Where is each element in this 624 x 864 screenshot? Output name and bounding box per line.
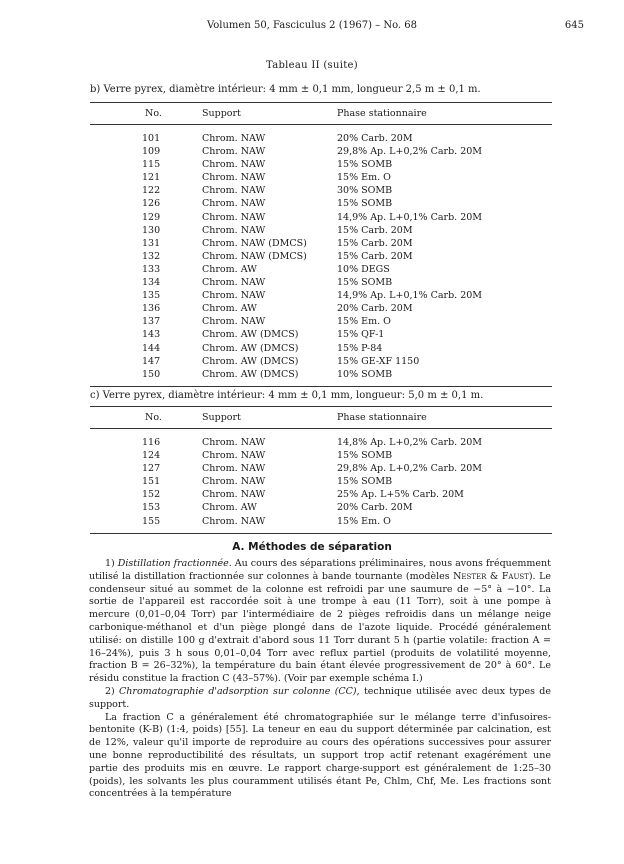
paragraph-heading: Chromatographie d'adsorption sur colonne (CC)	[119, 685, 357, 697]
table-row	[90, 368, 552, 387]
table-title: Tableau II (suite)	[266, 60, 358, 71]
table-row	[90, 449, 552, 462]
cell-no: 143	[142, 329, 161, 341]
cell-support: Chrom. NAW	[202, 277, 266, 289]
table-row	[90, 145, 552, 158]
table-row	[90, 158, 552, 171]
cell-no: 133	[142, 263, 161, 275]
cell-phase: 29,8% Ap. L+0,2% Carb. 20M	[337, 463, 483, 475]
table-row	[90, 125, 552, 146]
cell-support: Chrom. NAW (DMCS)	[202, 250, 307, 262]
cell-phase: 14,9% Ap. L+0,1% Carb. 20M	[337, 290, 483, 302]
section-title: A. Méthodes de séparation	[232, 541, 392, 553]
paragraph-text: Au cours des séparations préliminaires, nous avons fréquemment utilisé la distillation fractionnée sur colonnes à bande tournante (modèles	[89, 558, 551, 582]
table-row	[90, 263, 552, 276]
table-row	[90, 475, 552, 488]
cell-support: Chrom. NAW	[202, 146, 266, 158]
cell-support: Chrom. NAW	[202, 450, 266, 462]
cell-no: 131	[142, 237, 161, 249]
paragraph-number: 1)	[105, 558, 118, 569]
cell-support: Chrom. AW (DMCS)	[202, 329, 299, 341]
column-header-no: No.	[90, 407, 202, 429]
cell-phase: 20% Carb. 20M	[337, 502, 413, 514]
table-row	[90, 315, 552, 328]
cell-support: Chrom. NAW	[202, 515, 266, 527]
cell-no: 121	[142, 172, 161, 184]
cell-no: 144	[142, 342, 161, 354]
table-c	[90, 406, 552, 534]
cell-phase: 15% QF-1	[337, 329, 385, 341]
cell-support: Chrom. AW	[202, 303, 257, 315]
table-row	[90, 501, 552, 514]
running-header	[0, 20, 624, 36]
cell-support: Chrom. NAW	[202, 159, 266, 171]
cell-no: 116	[142, 437, 161, 448]
cell-support: Chrom. NAW	[202, 133, 266, 144]
cell-no: 126	[142, 198, 161, 210]
cell-no: 127	[142, 463, 161, 475]
paragraph-text: ). Le condenseur situé au sommet de la colonne est refroidi par une saumure de −5° à −10°. La sortie de l'appareil est raccordée soit à une trompe à eau (11 Torr), soit à une pompe à mercure (0,01–0,04 Torr) par l'intermédiaire de 2 pièges refroidis dans un mélange neige carbonique-méthanol et d'un piège plongé dans de l'azote liquide. Procédé généralement utilisé: on distille 100 g d'extrait d'abord sous 11 Torr durant 5 h (partie volatile: fraction A = 16–24%), puis 3 h sous 0,01–0,04 Torr avec reflux partiel (produits de volatilité moyenne, fraction B = 26–32%), la température du bain étant élevée progressivement de 20° à 60°. Le résidu constitue la fraction C (43–57%). (Voir par exemple schéma I.)	[89, 570, 551, 685]
table-row	[90, 184, 552, 197]
cell-no: 130	[142, 224, 161, 236]
table-b-caption: b) Verre pyrex, diamètre intérieur: 4 mm ± 0,1 mm, longueur 2,5 m ± 0,1 m.	[90, 84, 481, 95]
table-row	[90, 289, 552, 302]
paragraph-text: , technique utilisée avec deux types de support.	[89, 685, 551, 710]
table-row	[90, 276, 552, 289]
table-row	[90, 515, 552, 534]
table-row	[90, 302, 552, 315]
cell-support: Chrom. NAW (DMCS)	[202, 237, 307, 249]
cell-phase: 15% Carb. 20M	[337, 224, 413, 236]
cell-support: Chrom. AW	[202, 502, 257, 514]
running-title: Volumen 50, Fasciculus 2 (1967) – No. 68	[206, 20, 418, 31]
table-header-row	[90, 407, 552, 429]
table-row	[90, 250, 552, 263]
cell-phase: 15% P-84	[337, 342, 383, 354]
cell-no: 152	[142, 489, 161, 501]
cell-phase: 15% SOMB	[337, 159, 393, 171]
table-row	[90, 224, 552, 237]
cell-phase: 25% Ap. L+5% Carb. 20M	[337, 489, 464, 501]
column-header-phase: Phase stationnaire	[337, 407, 552, 429]
paragraph-number: 2)	[105, 685, 120, 697]
page-number: 645	[564, 20, 584, 31]
table-row	[90, 462, 552, 475]
author-names: Nester & Faust	[453, 570, 529, 582]
cell-support: Chrom. NAW	[202, 476, 266, 488]
cell-support: Chrom. NAW	[202, 185, 266, 197]
cell-phase: 15% Carb. 20M	[337, 237, 413, 249]
table-b	[90, 102, 552, 387]
cell-no: 153	[142, 502, 161, 514]
table-row	[90, 355, 552, 368]
cell-no: 124	[142, 450, 161, 462]
cell-phase: 14,9% Ap. L+0,1% Carb. 20M	[337, 211, 483, 223]
cell-phase: 15% GE-XF 1150	[337, 355, 420, 367]
cell-phase: 30% SOMB	[337, 185, 393, 197]
cell-support: Chrom. NAW	[202, 198, 266, 210]
column-header-support: Support	[202, 407, 337, 429]
cell-support: Chrom. NAW	[202, 172, 266, 184]
cell-no: 150	[142, 368, 161, 380]
cell-no: 137	[142, 316, 161, 328]
cell-no: 115	[142, 159, 161, 171]
paragraph-distillation	[89, 558, 551, 686]
table-row	[90, 211, 552, 224]
paragraph-chromatography	[89, 686, 551, 712]
cell-support: Chrom. NAW	[202, 437, 266, 448]
cell-phase: 20% Carb. 20M	[337, 133, 413, 144]
table-row	[90, 488, 552, 501]
table-row	[90, 237, 552, 250]
cell-phase: 15% SOMB	[337, 476, 393, 488]
cell-no: 151	[142, 476, 161, 488]
paragraph-heading: Distillation fractionnée.	[117, 558, 232, 569]
cell-no: 147	[142, 355, 161, 367]
cell-support: Chrom. AW (DMCS)	[202, 368, 299, 380]
cell-no: 101	[142, 133, 161, 144]
cell-phase: 10% DEGS	[337, 263, 390, 275]
cell-support: Chrom. NAW	[202, 224, 266, 236]
cell-support: Chrom. AW (DMCS)	[202, 342, 299, 354]
column-header-support: Support	[202, 103, 337, 125]
cell-phase: 10% SOMB	[337, 368, 393, 380]
cell-no: 136	[142, 303, 161, 315]
cell-phase: 15% Em. O	[337, 316, 391, 328]
cell-support: Chrom. AW	[202, 263, 257, 275]
cell-phase: 15% Carb. 20M	[337, 250, 413, 262]
cell-phase: 15% SOMB	[337, 277, 393, 289]
paragraph-fraction-c: La fraction C a généralement été chromatographiée sur le mélange terre d'infusoires-bentonite (K-B) (1:4, poids) [55]. La teneur en eau du support déterminée par calcination, est de 12%, valeur qu'il importe de reproduire au cours des opérations successives pour assurer une bonne reproductibilité des résultats, un support trop actif retenant exagérément une partie des produits mis en œuvre. Le rapport charge-support est généralement de 1:25–30 (poids), les solvants les plus couramment utilisés étant Pe, Chlm, Chf, Me. Les fractions sont concentrées à la température	[89, 711, 551, 800]
body-text	[89, 558, 551, 801]
table-row	[90, 342, 552, 355]
cell-support: Chrom. NAW	[202, 316, 266, 328]
cell-no: 122	[142, 185, 161, 197]
cell-no: 155	[142, 515, 161, 527]
table-c-body	[90, 429, 552, 534]
cell-support: Chrom. AW (DMCS)	[202, 355, 299, 367]
cell-support: Chrom. NAW	[202, 211, 266, 223]
cell-no: 109	[142, 146, 161, 158]
cell-support: Chrom. NAW	[202, 489, 266, 501]
table-c-caption: c) Verre pyrex, diamètre intérieur: 4 mm ± 0,1 mm, longueur: 5,0 m ± 0,1 m.	[90, 390, 484, 401]
cell-no: 132	[142, 250, 161, 262]
cell-no: 134	[142, 277, 161, 289]
cell-support: Chrom. NAW	[202, 463, 266, 475]
table-header-row	[90, 103, 552, 125]
cell-phase: 20% Carb. 20M	[337, 303, 413, 315]
column-header-no: No.	[90, 103, 202, 125]
table-row	[90, 328, 552, 341]
cell-phase: 29,8% Ap. L+0,2% Carb. 20M	[337, 146, 483, 158]
cell-phase: 15% SOMB	[337, 198, 393, 210]
column-header-phase: Phase stationnaire	[337, 103, 552, 125]
table-row	[90, 197, 552, 210]
cell-phase: 15% SOMB	[337, 450, 393, 462]
cell-support: Chrom. NAW	[202, 290, 266, 302]
cell-phase: 15% Em. O	[337, 172, 391, 184]
cell-phase: 15% Em. O	[337, 515, 391, 527]
cell-no: 129	[142, 211, 161, 223]
cell-no: 135	[142, 290, 161, 302]
table-row	[90, 429, 552, 450]
table-b-body	[90, 125, 552, 387]
cell-phase: 14,8% Ap. L+0,2% Carb. 20M	[337, 437, 483, 448]
table-row	[90, 171, 552, 184]
